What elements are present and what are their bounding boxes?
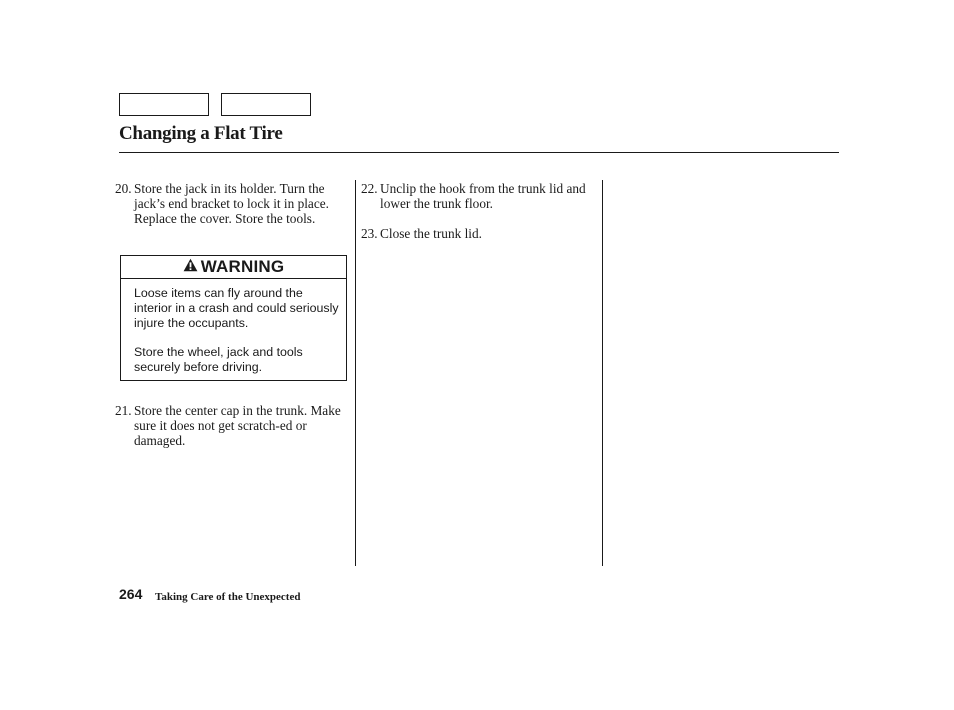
warning-body	[134, 286, 339, 389]
warning-paragraph: Loose items can fly around the interior in a crash and could seriously injure the occupants.	[134, 286, 339, 330]
column-divider-right	[602, 180, 603, 566]
column-divider-left	[355, 180, 356, 566]
page-number: 264	[119, 586, 143, 602]
step-text: Close the trunk lid.	[380, 226, 482, 241]
warning-box	[120, 255, 347, 381]
warning-paragraph: Store the wheel, jack and tools securely before driving.	[134, 344, 303, 374]
warning-triangle-icon	[183, 258, 198, 277]
title-rule	[119, 152, 839, 153]
section-name: Taking Care of the Unexpected	[155, 591, 301, 603]
warning-header	[121, 256, 346, 279]
step-number: 23.	[361, 226, 378, 241]
nav-tab-2[interactable]	[221, 93, 311, 116]
nav-tab-1[interactable]	[119, 93, 209, 116]
step-number: 20.	[115, 181, 132, 196]
warning-title: WARNING	[200, 257, 285, 276]
step-text: Unclip the hook from the trunk lid and lower the trunk floor.	[380, 181, 586, 212]
step-number: 21.	[115, 403, 132, 418]
step-text: Store the jack in its holder. Turn the jack’s end bracket to lock it in place. Replace the cover. Store the tools.	[134, 181, 329, 227]
step-number: 22.	[361, 181, 378, 196]
page-title: Changing a Flat Tire	[119, 123, 283, 144]
step-text: Store the center cap in the trunk. Make sure it does not get scratch-ed or damaged.	[134, 403, 341, 449]
